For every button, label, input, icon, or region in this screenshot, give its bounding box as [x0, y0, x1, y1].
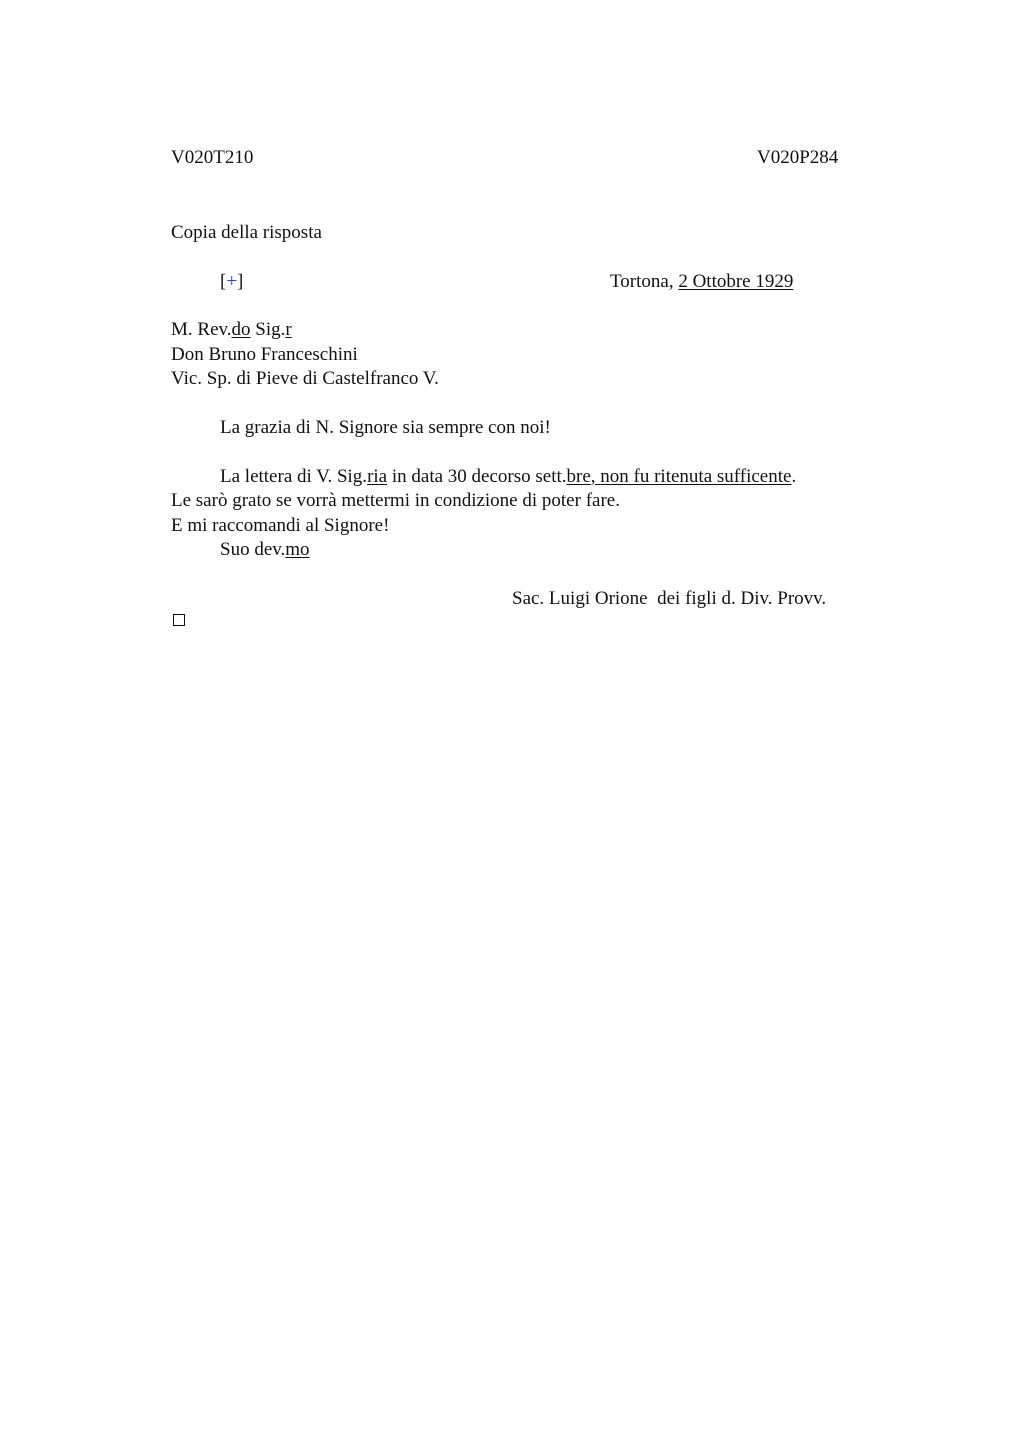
- bracket-open: [: [220, 271, 227, 292]
- archive-code-left: V020T210: [171, 147, 254, 168]
- closing-a: Suo dev.: [220, 539, 286, 560]
- cross-mark: [220, 271, 243, 293]
- p1-f: non fu ritenuta sufficente: [600, 466, 792, 487]
- addressee-line-1: [171, 319, 292, 341]
- addressee-title-d: r: [285, 319, 292, 340]
- body-paragraph-2: Le sarò grato se vorrà mettermi in condizione di poter fare.: [171, 490, 620, 511]
- p1-d: bre: [566, 466, 591, 487]
- date: 2 Ottobre 1929: [678, 271, 794, 292]
- p1-c: in data 30 decorso sett.: [387, 466, 567, 487]
- closing: [220, 539, 310, 561]
- archive-code-right: V020P284: [757, 147, 839, 168]
- p1-b: ria: [367, 466, 388, 487]
- end-box-icon: [173, 614, 185, 626]
- document-heading: Copia della risposta: [171, 222, 322, 243]
- addressee-line-2: Don Bruno Franceschini: [171, 344, 358, 365]
- signature: Sac. Luigi Orione dei figli d. Div. Provv.: [512, 588, 827, 609]
- bracket-close: ]: [237, 271, 244, 292]
- body-paragraph-3: E mi raccomandi al Signore!: [171, 515, 390, 536]
- body-paragraph-1: [220, 466, 796, 488]
- addressee-title-a: M. Rev.: [171, 319, 232, 340]
- closing-b: mo: [285, 539, 310, 560]
- p1-g: .: [791, 466, 797, 487]
- addressee-title-c: Sig.: [250, 319, 286, 340]
- p1-a: La lettera di V. Sig.: [220, 466, 368, 487]
- addressee-line-3: Vic. Sp. di Pieve di Castelfranco V.: [171, 368, 439, 389]
- greeting: La grazia di N. Signore sia sempre con noi!: [220, 417, 551, 438]
- place: Tortona,: [610, 271, 679, 292]
- addressee-title-b: do: [231, 319, 251, 340]
- p1-e: ,: [590, 466, 601, 487]
- place-date: [610, 271, 793, 293]
- cross-icon: +: [226, 271, 238, 292]
